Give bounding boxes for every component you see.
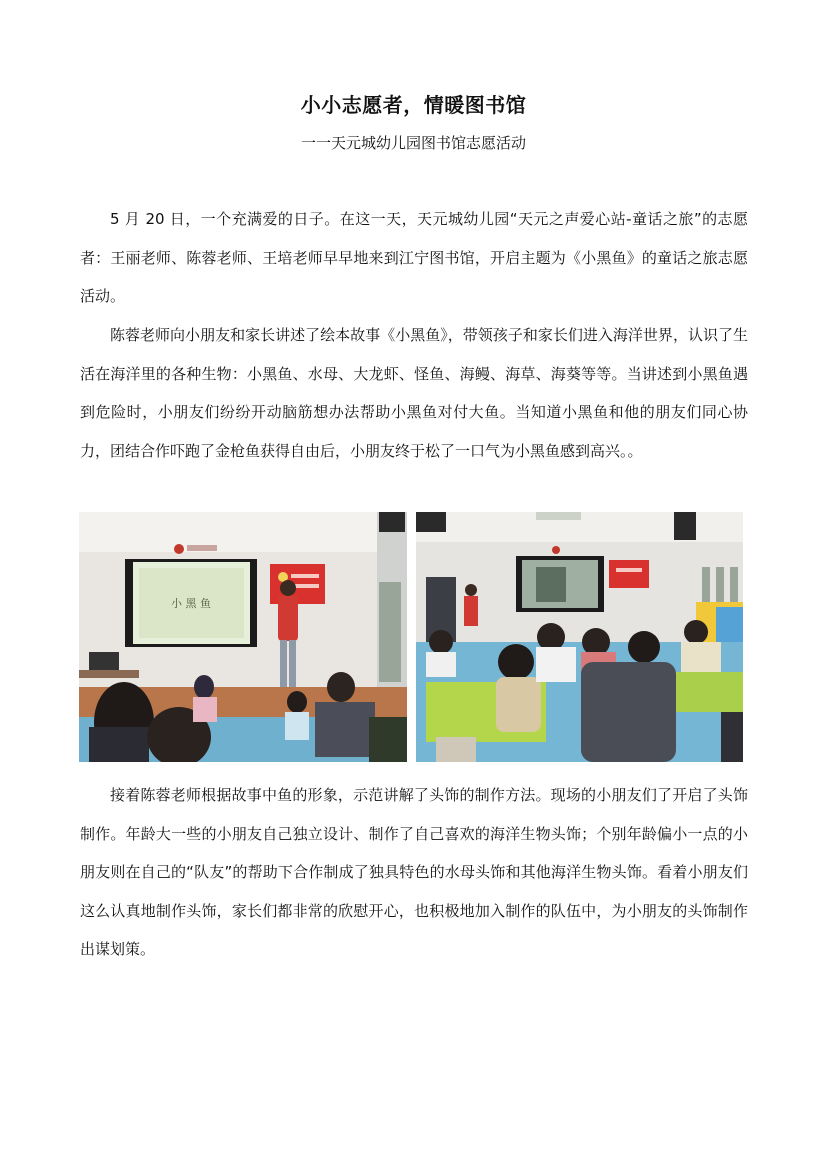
paragraph-intro: 5 月 20 日，一个充满爱的日子。在这一天，天元城幼儿园“天元之声爱心站-童话之旅”的志愿者：王丽老师、陈蓉老师、王培老师早早地来到江宁图书馆，开启主题为《小黑鱼》的童话之旅志愿活动。 — [80, 210, 748, 305]
screen-text: 小 黑 鱼 — [171, 597, 211, 610]
photo-classroom-audience — [416, 512, 743, 762]
paragraph-story: 陈蓉老师向小朋友和家长讲述了绘本故事《小黑鱼》，带领孩子和家长们进入海洋世界，认识了生活在海洋里的各种生物：小黑鱼、水母、大龙虾、怪鱼、海鳗、海草、海葵等等。当讲述到小黑鱼遇到危险时，小朋友们纷纷开动脑筋想办法帮助小黑鱼对付大鱼。当知道小黑鱼和他的朋友们同心协力，团结合作吓跑了金枪鱼获得自由后，小朋友终于松了一口气为小黑鱼感到高兴。。 — [80, 326, 748, 460]
page-subtitle: 一一天元城幼儿园图书馆志愿活动 — [300, 134, 526, 152]
photo-teacher-presenting — [79, 512, 407, 762]
paragraph-craft: 接着陈蓉老师根据故事中鱼的形象，示范讲解了头饰的制作方法。现场的小朋友们了开启了头饰制作。年龄大一些的小朋友自己独立设计、制作了自己喜欢的海洋生物头饰；个别年龄偏小一点的小朋友则在自己的“队友”的帮助下合作制成了独具特色的水母头饰和其他海洋生物头饰。看着小朋友们这么认真地制作头饰，家长们都非常的欣慰开心，也积极地加入制作的队伍中，为小朋友的头饰制作出谋划策。 — [80, 786, 748, 958]
page-title: 小小志愿者，情暖图书馆 — [300, 93, 527, 117]
